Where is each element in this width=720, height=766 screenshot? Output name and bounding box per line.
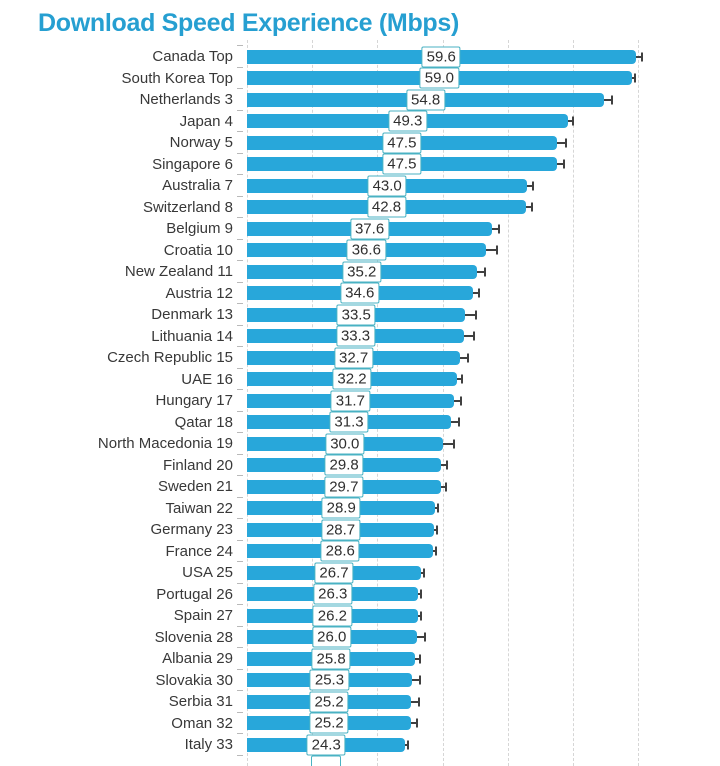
- row-plot: [247, 498, 720, 520]
- value-label: 29.8: [325, 455, 364, 476]
- chart-row: [0, 240, 720, 262]
- category-label: Singapore 6: [152, 155, 233, 173]
- category-label: Germany 23: [150, 521, 233, 538]
- error-cap: [458, 418, 460, 427]
- row-plot: [247, 541, 720, 563]
- row-plot: [247, 89, 720, 111]
- row-plot: [247, 519, 720, 541]
- chart-row: [0, 605, 720, 627]
- axis-tick: [237, 733, 243, 734]
- category-label: North Macedonia 19: [97, 435, 233, 452]
- error-cap: [611, 95, 613, 104]
- chart-row: [0, 89, 720, 111]
- chart-row: [0, 46, 720, 68]
- row-plot: [247, 670, 720, 692]
- row-plot: [247, 584, 720, 606]
- value-label: 25.2: [310, 691, 349, 712]
- category-label: Albania 29: [162, 650, 233, 667]
- row-plot: [247, 304, 720, 326]
- error-whisker: [417, 636, 424, 638]
- row-plot: [247, 197, 720, 219]
- value-label: 28.7: [321, 519, 360, 540]
- chart-row: [0, 670, 720, 692]
- chart-row: [0, 734, 720, 756]
- error-cap: [435, 547, 437, 556]
- error-cap: [419, 654, 421, 663]
- row-plot: [247, 412, 720, 434]
- error-cap: [461, 375, 463, 384]
- category-label: France 24: [165, 542, 233, 560]
- category-label: Austria 12: [165, 284, 233, 302]
- category-label: Qatar 18: [174, 413, 233, 431]
- category-label: Denmark 13: [151, 306, 233, 323]
- axis-tick: [237, 540, 243, 541]
- axis-tick: [237, 583, 243, 584]
- row-plot: [247, 68, 720, 90]
- value-label: 54.8: [406, 89, 445, 110]
- axis-tick: [237, 217, 243, 218]
- axis-tick: [237, 239, 243, 240]
- value-label: 35.2: [342, 261, 381, 282]
- category-label: Croatia 10: [163, 241, 233, 259]
- row-plot: [247, 46, 720, 68]
- chart-row: [0, 476, 720, 498]
- axis-tick: [237, 475, 243, 476]
- error-whisker: [486, 249, 496, 251]
- category-label: Canada Top: [152, 48, 233, 65]
- error-whisker: [604, 99, 611, 101]
- value-label: 28.6: [321, 541, 360, 562]
- category-label: Portugal 26: [156, 585, 233, 603]
- error-cap: [498, 224, 500, 233]
- value-label: [311, 756, 341, 766]
- row-plot: [247, 433, 720, 455]
- error-cap: [418, 697, 420, 706]
- value-label: 43.0: [368, 175, 407, 196]
- category-label: Finland 20: [162, 456, 233, 474]
- chart-row: [0, 347, 720, 369]
- error-whisker: [557, 142, 565, 144]
- chart-row: [0, 154, 720, 176]
- value-label: 28.9: [322, 498, 361, 519]
- category-label: Taiwan 22: [165, 499, 233, 517]
- category-label: Hungary 17: [155, 392, 233, 409]
- error-whisker: [412, 679, 419, 681]
- value-label: 32.2: [332, 369, 371, 390]
- axis-tick: [237, 604, 243, 605]
- axis-tick: [237, 282, 243, 283]
- error-cap: [634, 74, 636, 83]
- row-plot: [247, 218, 720, 240]
- value-label: 36.6: [347, 240, 386, 261]
- row-plot: [247, 347, 720, 369]
- chart-row: [0, 433, 720, 455]
- chart-row: [0, 691, 720, 713]
- error-cap: [532, 181, 534, 190]
- axis-tick: [237, 389, 243, 390]
- chart-row: [0, 218, 720, 240]
- value-label: 25.8: [311, 648, 350, 669]
- error-cap: [478, 289, 480, 298]
- chart-rows: [0, 46, 720, 766]
- value-label: 26.0: [312, 627, 351, 648]
- value-label: 29.7: [324, 476, 363, 497]
- row-plot: [247, 175, 720, 197]
- error-whisker: [411, 701, 418, 703]
- chart-row: [0, 541, 720, 563]
- category-label: Italy 33: [184, 736, 233, 753]
- error-cap: [419, 676, 421, 685]
- error-cap: [484, 267, 486, 276]
- chart-row: [0, 390, 720, 412]
- axis-tick: [237, 454, 243, 455]
- category-label: Netherlands 3: [139, 91, 233, 108]
- row-plot: [247, 713, 720, 735]
- row-plot: [247, 240, 720, 262]
- row-plot: [247, 476, 720, 498]
- row-plot: [247, 455, 720, 477]
- row-plot: [247, 691, 720, 713]
- axis-tick: [237, 755, 243, 756]
- category-label: UAE 16: [181, 370, 233, 388]
- error-cap: [436, 525, 438, 534]
- error-whisker: [443, 443, 453, 445]
- chart-row: [0, 261, 720, 283]
- row-plot: [247, 369, 720, 391]
- category-label: Australia 7: [162, 177, 233, 194]
- chart-row: [0, 562, 720, 584]
- error-cap: [416, 719, 418, 728]
- category-label: Spain 27: [173, 607, 233, 624]
- category-label: Switzerland 8: [142, 198, 233, 216]
- chart-row-cutoff: [0, 756, 720, 766]
- bar-chart: [0, 46, 720, 766]
- row-plot: [247, 756, 720, 766]
- value-label: 32.7: [334, 347, 373, 368]
- chart-row: [0, 197, 720, 219]
- axis-tick: [237, 432, 243, 433]
- axis-tick: [237, 647, 243, 648]
- axis-tick: [237, 174, 243, 175]
- category-label: Norway 5: [169, 134, 233, 151]
- error-cap: [453, 439, 455, 448]
- axis-tick: [237, 518, 243, 519]
- axis-tick: [237, 497, 243, 498]
- error-cap: [437, 504, 439, 513]
- error-cap: [420, 611, 422, 620]
- row-plot: [247, 605, 720, 627]
- chart-row: [0, 326, 720, 348]
- axis-tick: [237, 67, 243, 68]
- value-label: 33.3: [336, 326, 375, 347]
- axis-tick: [237, 626, 243, 627]
- row-plot: [247, 154, 720, 176]
- row-plot: [247, 648, 720, 670]
- value-label: 31.3: [329, 412, 368, 433]
- row-plot: [247, 111, 720, 133]
- row-plot: [247, 390, 720, 412]
- error-cap: [475, 310, 477, 319]
- value-label: 33.5: [337, 304, 376, 325]
- chart-title: Download Speed Experience (Mbps): [38, 9, 460, 37]
- axis-tick: [237, 131, 243, 132]
- chart-row: [0, 412, 720, 434]
- value-label: 59.6: [422, 46, 461, 67]
- axis-tick: [237, 303, 243, 304]
- row-plot: [247, 562, 720, 584]
- value-label: 26.7: [314, 562, 353, 583]
- value-label: 30.0: [325, 433, 364, 454]
- chart-row: [0, 175, 720, 197]
- chart-row: [0, 111, 720, 133]
- category-label: New Zealand 11: [124, 263, 233, 280]
- error-cap: [572, 117, 574, 126]
- error-whisker: [477, 271, 484, 273]
- value-label: 59.0: [420, 68, 459, 89]
- value-label: 47.5: [382, 132, 421, 153]
- category-label: Japan 4: [179, 112, 233, 130]
- chart-row: [0, 713, 720, 735]
- axis-tick: [237, 411, 243, 412]
- value-label: 31.7: [331, 390, 370, 411]
- error-cap: [420, 590, 422, 599]
- row-plot: [247, 132, 720, 154]
- error-cap: [496, 246, 498, 255]
- axis-tick: [237, 325, 243, 326]
- chart-row: [0, 648, 720, 670]
- row-plot: [247, 326, 720, 348]
- chart-row: [0, 584, 720, 606]
- chart-row: [0, 455, 720, 477]
- category-label: Lithuania 14: [151, 327, 233, 345]
- error-cap: [446, 461, 448, 470]
- axis-tick: [237, 346, 243, 347]
- row-plot: [247, 734, 720, 756]
- row-plot: [247, 283, 720, 305]
- axis-tick: [237, 45, 243, 46]
- category-label: Serbia 31: [168, 693, 233, 710]
- category-label: USA 25: [182, 564, 233, 581]
- row-plot: [247, 261, 720, 283]
- axis-tick: [237, 712, 243, 713]
- category-label: Slovenia 28: [154, 628, 233, 646]
- error-cap: [565, 138, 567, 147]
- value-label: 49.3: [388, 111, 427, 132]
- error-whisker: [451, 421, 458, 423]
- value-label: 34.6: [340, 283, 379, 304]
- error-cap: [531, 203, 533, 212]
- error-whisker: [465, 314, 474, 316]
- category-label: Belgium 9: [166, 220, 233, 237]
- category-label: South Korea Top: [121, 69, 233, 87]
- chart-row: [0, 519, 720, 541]
- error-whisker: [464, 335, 473, 337]
- error-cap: [473, 332, 475, 341]
- chart-row: [0, 283, 720, 305]
- chart-row: [0, 369, 720, 391]
- value-label: 25.2: [310, 713, 349, 734]
- chart-row: [0, 304, 720, 326]
- axis-tick: [237, 669, 243, 670]
- axis-tick: [237, 260, 243, 261]
- value-label: 37.6: [350, 218, 389, 239]
- error-cap: [563, 160, 565, 169]
- value-label: 42.8: [367, 197, 406, 218]
- axis-tick: [237, 561, 243, 562]
- chart-row: [0, 68, 720, 90]
- axis-tick: [237, 88, 243, 89]
- error-cap: [460, 396, 462, 405]
- error-cap: [641, 52, 643, 61]
- row-plot: [247, 627, 720, 649]
- error-cap: [407, 740, 409, 749]
- category-label: Slovakia 30: [155, 671, 233, 689]
- axis-tick: [237, 690, 243, 691]
- chart-row: [0, 498, 720, 520]
- value-label: 24.3: [307, 734, 346, 755]
- category-label: Oman 32: [171, 714, 233, 732]
- value-label: 47.5: [382, 154, 421, 175]
- category-label: Sweden 21: [157, 478, 233, 495]
- value-label: 26.2: [313, 605, 352, 626]
- error-cap: [423, 568, 425, 577]
- axis-tick: [237, 368, 243, 369]
- axis-tick: [237, 196, 243, 197]
- error-cap: [424, 633, 426, 642]
- chart-row: [0, 132, 720, 154]
- axis-tick: [237, 110, 243, 111]
- error-whisker: [454, 400, 461, 402]
- error-cap: [445, 482, 447, 491]
- error-cap: [467, 353, 469, 362]
- value-label: 26.3: [313, 584, 352, 605]
- category-label: Czech Republic 15: [107, 349, 233, 366]
- chart-row: [0, 627, 720, 649]
- axis-tick: [237, 153, 243, 154]
- value-label: 25.3: [310, 670, 349, 691]
